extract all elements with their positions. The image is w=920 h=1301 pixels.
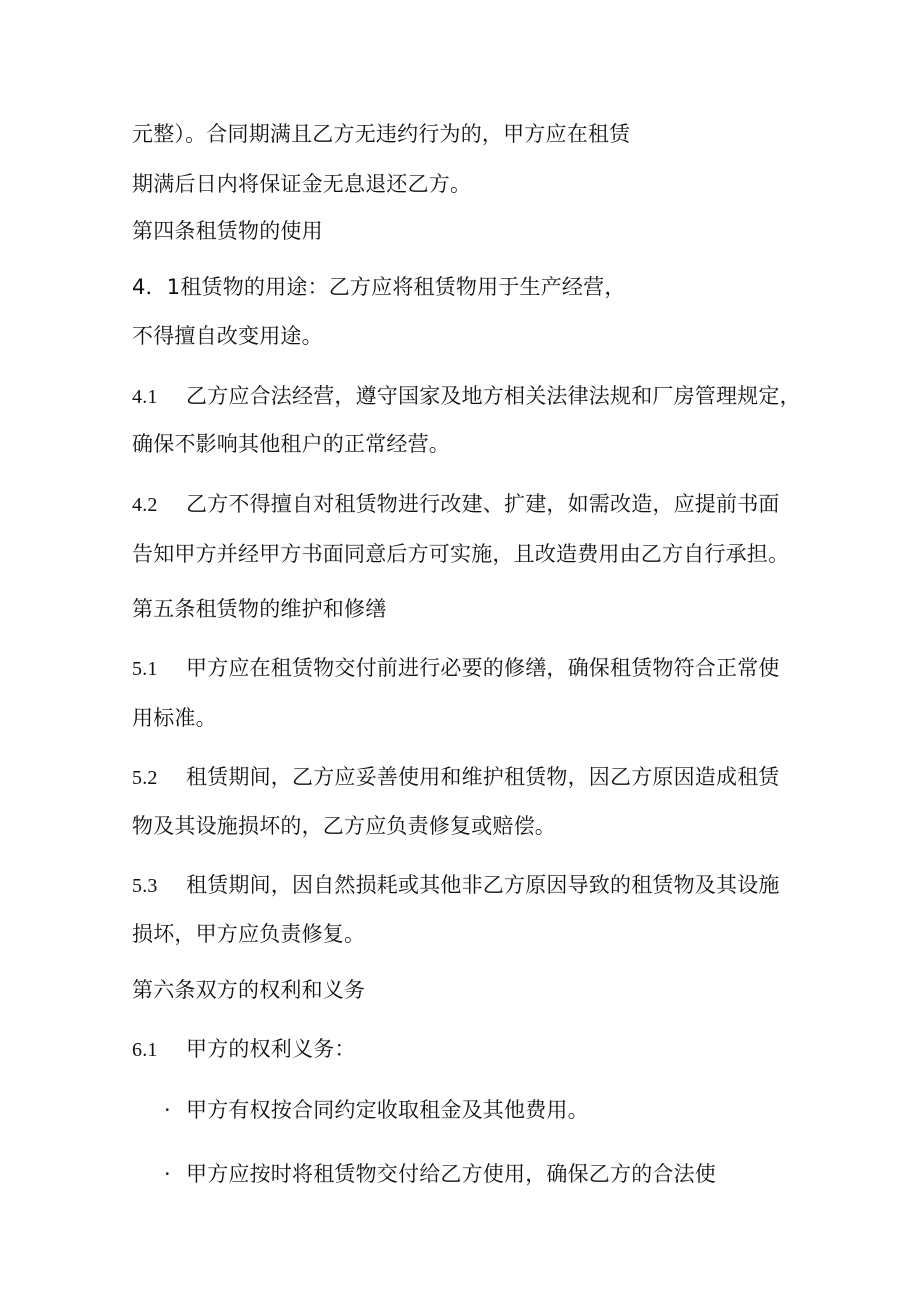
clause-6-1 [132, 1035, 356, 1064]
clause-number: 5.2 [132, 767, 158, 789]
clause-5-2 [132, 763, 780, 792]
paragraph-line: 用标准。 [132, 706, 217, 730]
section-heading-4: 第四条租赁物的使用 [132, 219, 323, 243]
paragraph-line: 损坏，甲方应负责修复。 [132, 922, 366, 946]
clause-number: 4.2 [132, 494, 158, 516]
clause-number: 5.3 [132, 875, 158, 897]
section-heading-5: 第五条租赁物的维护和修缮 [132, 597, 387, 621]
paragraph-line: 不得擅自改变用途。 [132, 324, 323, 348]
clause-5-1 [132, 654, 780, 683]
bullet-item [164, 1160, 716, 1188]
clause-number: 4.1 [132, 386, 158, 408]
clause-number: 6.1 [132, 1039, 158, 1061]
bullet-dot: · [164, 1162, 171, 1186]
clause-number: 5.1 [132, 658, 158, 680]
paragraph-line: 确保不影响其他租户的正常经营。 [132, 432, 450, 456]
bullet-text: 甲方应按时将租赁物交付给乙方使用，确保乙方的合法使 [186, 1162, 716, 1186]
paragraph-line: 告知甲方并经甲方书面同意后方可实施，且改造费用由乙方自行承担。 [132, 542, 790, 566]
paragraph-line: 期满后日内将保证金无息退还乙方。 [132, 172, 472, 196]
clause-text: 租赁期间，因自然损耗或其他非乙方原因导致的租赁物及其设施 [186, 873, 780, 897]
clause-5-3 [132, 871, 780, 900]
clause-4-intro: 4．1租赁物的用途：乙方应将租赁物用于生产经营， [132, 275, 626, 299]
bullet-text: 甲方有权按合同约定收取租金及其他费用。 [186, 1098, 589, 1122]
bullet-dot: · [164, 1098, 171, 1122]
clause-4-1 [132, 382, 801, 411]
clause-text: 乙方不得擅自对租赁物进行改建、扩建，如需改造，应提前书面 [186, 492, 780, 516]
paragraph-line: 物及其设施损坏的，乙方应负责修复或赔偿。 [132, 814, 556, 838]
clause-text: 租赁期间，乙方应妥善使用和维护租赁物，因乙方原因造成租赁 [186, 765, 780, 789]
clause-4-2 [132, 490, 780, 519]
bullet-item [164, 1096, 589, 1124]
clause-text: 甲方应在租赁物交付前进行必要的修缮，确保租赁物符合正常使 [186, 656, 780, 680]
paragraph-line: 元整）。合同期满且乙方无违约行为的，甲方应在租赁 [132, 122, 631, 146]
clause-text: 乙方应合法经营，遵守国家及地方相关法律法规和厂房管理规定， [186, 384, 801, 408]
section-heading-6: 第六条双方的权利和义务 [132, 978, 366, 1002]
clause-text: 甲方的权利义务： [186, 1037, 356, 1061]
